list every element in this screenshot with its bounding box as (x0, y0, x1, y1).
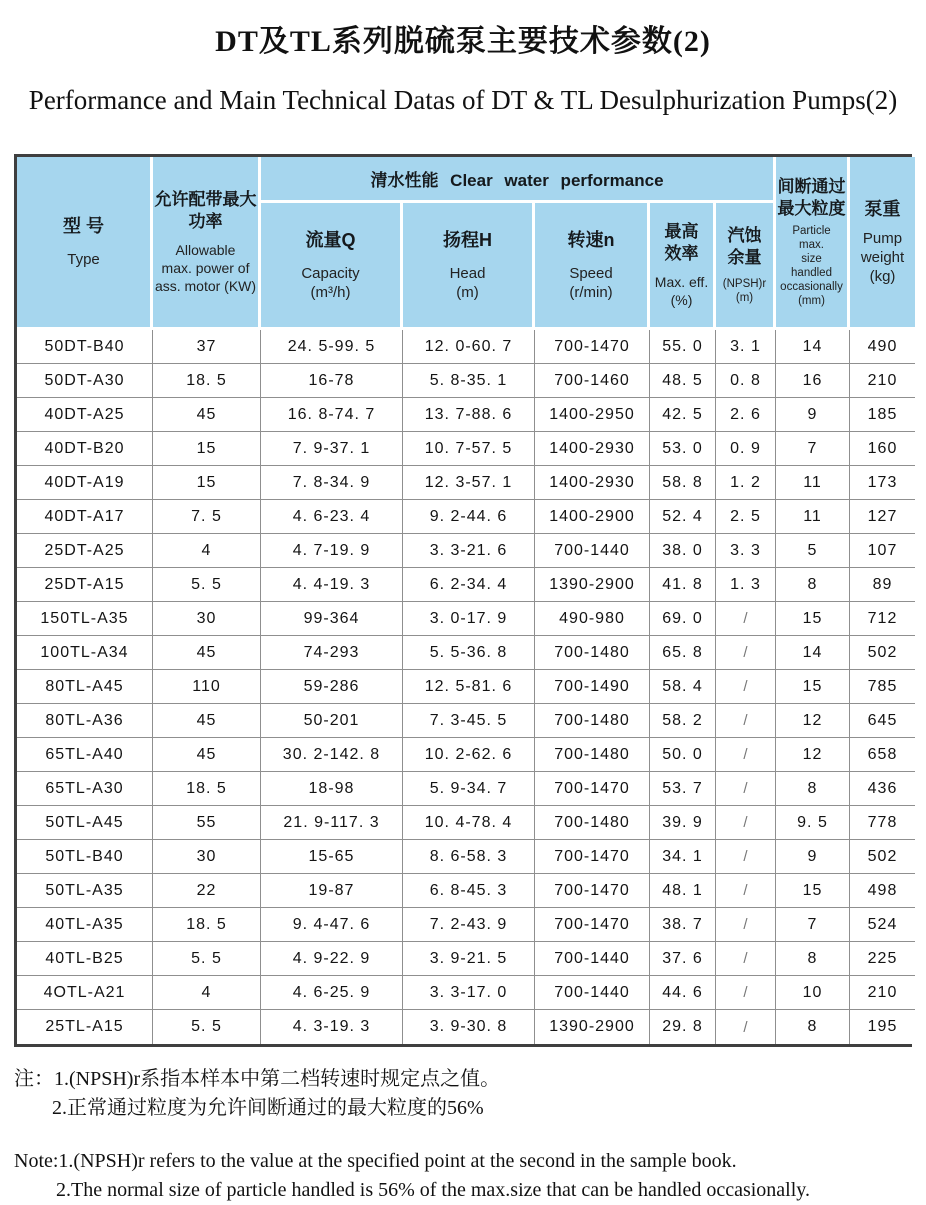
cell-head: 3. 9-21. 5 (403, 942, 535, 976)
cell-particle: 11 (776, 466, 850, 500)
cell-capacity: 15-65 (261, 840, 403, 874)
cell-capacity: 50-201 (261, 704, 403, 738)
cell-power: 7. 5 (153, 500, 261, 534)
cell-max-eff: 50. 0 (650, 738, 716, 772)
header-label-zh: 允许配带最大 (154, 190, 257, 209)
header-label-en: Allowable (175, 242, 236, 258)
spacer (716, 269, 773, 277)
cell-particle: 10 (776, 976, 850, 1010)
cell-particle: 8 (776, 942, 850, 976)
cell-weight: 210 (850, 976, 915, 1010)
cell-weight: 185 (850, 398, 915, 432)
cell-npsh: 2. 5 (716, 500, 776, 534)
table-row (17, 670, 915, 704)
header-label-en: Speed (569, 264, 613, 282)
cell-capacity: 7. 8-34. 9 (261, 466, 403, 500)
cell-weight: 785 (850, 670, 915, 704)
cell-capacity: 4. 3-19. 3 (261, 1010, 403, 1044)
cell-particle: 14 (776, 330, 850, 364)
cell-max-eff: 38. 0 (650, 534, 716, 568)
cell-type: 40TL-B25 (17, 942, 153, 976)
cell-speed: 700-1480 (535, 738, 650, 772)
spacer (535, 252, 647, 264)
cell-capacity: 99-364 (261, 602, 403, 636)
spacer (650, 265, 713, 273)
cell-speed: 700-1480 (535, 636, 650, 670)
cell-particle: 12 (776, 704, 850, 738)
cell-power: 4 (153, 976, 261, 1010)
header-label-en: Particle (792, 225, 831, 237)
table-row (17, 364, 915, 398)
header-label-group: 清水性能 Clear water performance (370, 171, 664, 190)
spacer (153, 233, 258, 241)
cell-capacity: 4. 7-19. 9 (261, 534, 403, 568)
cell-particle: 7 (776, 432, 850, 466)
pump-spec-table-wrapper (14, 154, 912, 1047)
cell-max-eff: 55. 0 (650, 330, 716, 364)
cell-type: 80TL-A45 (17, 670, 153, 704)
cell-speed: 700-1480 (535, 806, 650, 840)
cell-capacity: 24. 5-99. 5 (261, 330, 403, 364)
header-label-en: (NPSH)r (722, 278, 767, 290)
cell-weight: 127 (850, 500, 915, 534)
header-label-zh: 效率 (664, 244, 699, 263)
cell-max-eff: 58. 4 (650, 670, 716, 704)
cell-type: 50DT-A30 (17, 364, 153, 398)
header-label-en: max. (799, 239, 824, 251)
cell-capacity: 16. 8-74. 7 (261, 398, 403, 432)
header-label-en: handled (791, 267, 832, 279)
cell-speed: 700-1440 (535, 942, 650, 976)
cell-particle: 9. 5 (776, 806, 850, 840)
page-title-zh: DT及TL系列脱硫泵主要技术参数(2) (215, 25, 711, 58)
cell-power: 22 (153, 874, 261, 908)
cell-type: 65TL-A40 (17, 738, 153, 772)
cell-head: 3. 3-21. 6 (403, 534, 535, 568)
cell-npsh: 1. 2 (716, 466, 776, 500)
table-row (17, 466, 915, 500)
cell-speed: 700-1490 (535, 670, 650, 704)
cell-head: 5. 8-35. 1 (403, 364, 535, 398)
cell-particle: 16 (776, 364, 850, 398)
cell-capacity: 74-293 (261, 636, 403, 670)
col-header-power (153, 157, 261, 330)
header-label-en: Type (67, 251, 100, 268)
cell-speed: 700-1480 (535, 704, 650, 738)
header-label-en: (m) (735, 292, 754, 304)
cell-power: 5. 5 (153, 1010, 261, 1044)
cell-weight: 490 (850, 330, 915, 364)
table-header (17, 157, 915, 330)
header-label-zh: 转速n (567, 229, 615, 250)
table-row (17, 874, 915, 908)
cell-npsh: / (716, 738, 776, 772)
cell-type: 25TL-A15 (17, 1010, 153, 1044)
cell-power: 5. 5 (153, 942, 261, 976)
cell-capacity: 4. 6-25. 9 (261, 976, 403, 1010)
table-body (17, 330, 915, 1044)
header-label-zh: 汽蚀 (727, 226, 762, 245)
cell-power: 5. 5 (153, 568, 261, 602)
pump-spec-table (17, 157, 915, 1044)
cell-weight: 498 (850, 874, 915, 908)
cell-max-eff: 48. 1 (650, 874, 716, 908)
cell-particle: 15 (776, 602, 850, 636)
col-header-clear-water-performance (261, 157, 776, 203)
header-label-en: (kg) (869, 268, 896, 285)
header-label-zh: 功率 (188, 212, 223, 231)
table-row (17, 432, 915, 466)
cell-npsh: 1. 3 (716, 568, 776, 602)
header-label-zh: 型 号 (62, 216, 104, 236)
cell-power: 45 (153, 704, 261, 738)
cell-type: 50DT-B40 (17, 330, 153, 364)
cell-particle: 5 (776, 534, 850, 568)
cell-speed: 490-980 (535, 602, 650, 636)
cell-capacity: 9. 4-47. 6 (261, 908, 403, 942)
cell-max-eff: 38. 7 (650, 908, 716, 942)
cell-type: 80TL-A36 (17, 704, 153, 738)
cell-weight: 645 (850, 704, 915, 738)
header-label-zh: 最高 (664, 222, 699, 241)
cell-head: 5. 5-36. 8 (403, 636, 535, 670)
header-label-zh: 最大粒度 (777, 199, 846, 218)
cell-power: 37 (153, 330, 261, 364)
cell-particle: 15 (776, 670, 850, 704)
cell-max-eff: 41. 8 (650, 568, 716, 602)
cell-weight: 658 (850, 738, 915, 772)
cell-power: 30 (153, 602, 261, 636)
cell-particle: 8 (776, 568, 850, 602)
cell-max-eff: 53. 7 (650, 772, 716, 806)
cell-particle: 7 (776, 908, 850, 942)
table-row (17, 908, 915, 942)
cell-capacity: 59-286 (261, 670, 403, 704)
cell-npsh: / (716, 874, 776, 908)
cell-speed: 700-1470 (535, 908, 650, 942)
cell-type: 50TL-B40 (17, 840, 153, 874)
page (0, 16, 926, 1205)
page-title-en: Performance and Main Technical Datas of DT & TL Desulphurization Pumps(2) (28, 85, 898, 115)
cell-head: 7. 3-45. 5 (403, 704, 535, 738)
cell-speed: 1400-2900 (535, 500, 650, 534)
header-label-en: ass. motor (KW) (154, 278, 257, 294)
header-label-zh: 流量Q (305, 229, 356, 250)
cell-max-eff: 44. 6 (650, 976, 716, 1010)
notes-en-block (14, 1147, 926, 1205)
cell-npsh: 3. 3 (716, 534, 776, 568)
cell-capacity: 4. 4-19. 3 (261, 568, 403, 602)
cell-head: 10. 7-57. 5 (403, 432, 535, 466)
cell-speed: 700-1440 (535, 976, 650, 1010)
cell-head: 5. 9-34. 7 (403, 772, 535, 806)
cell-capacity: 19-87 (261, 874, 403, 908)
cell-head: 3. 0-17. 9 (403, 602, 535, 636)
cell-weight: 210 (850, 364, 915, 398)
cell-head: 10. 4-78. 4 (403, 806, 535, 840)
cell-power: 18. 5 (153, 364, 261, 398)
cell-head: 3. 9-30. 8 (403, 1010, 535, 1044)
cell-speed: 1400-2930 (535, 432, 650, 466)
header-label-en: Max. eff. (654, 274, 709, 290)
table-row (17, 1010, 915, 1044)
table-row (17, 568, 915, 602)
cell-max-eff: 58. 2 (650, 704, 716, 738)
cell-type: 65TL-A30 (17, 772, 153, 806)
cell-type: 40DT-B20 (17, 432, 153, 466)
header-label-en: (%) (670, 292, 693, 308)
cell-particle: 15 (776, 874, 850, 908)
cell-particle: 9 (776, 398, 850, 432)
cell-capacity: 7. 9-37. 1 (261, 432, 403, 466)
cell-head: 8. 6-58. 3 (403, 840, 535, 874)
cell-head: 7. 2-43. 9 (403, 908, 535, 942)
cell-npsh: / (716, 1010, 776, 1044)
cell-max-eff: 69. 0 (650, 602, 716, 636)
spacer (17, 238, 150, 250)
cell-speed: 1400-2950 (535, 398, 650, 432)
cell-npsh: / (716, 602, 776, 636)
cell-speed: 700-1440 (535, 534, 650, 568)
cell-particle: 9 (776, 840, 850, 874)
cell-speed: 700-1470 (535, 330, 650, 364)
table-row (17, 534, 915, 568)
spacer (850, 221, 915, 229)
table-row (17, 772, 915, 806)
header-label-en: (r/min) (569, 283, 613, 301)
header-label-en: max. power of (161, 260, 250, 276)
cell-npsh: / (716, 840, 776, 874)
table-row (17, 738, 915, 772)
cell-particle: 8 (776, 1010, 850, 1044)
cell-capacity: 30. 2-142. 8 (261, 738, 403, 772)
header-label-en: (m³/h) (310, 283, 351, 301)
cell-power: 110 (153, 670, 261, 704)
cell-head: 6. 2-34. 4 (403, 568, 535, 602)
table-row (17, 942, 915, 976)
header-label-zh: 余量 (727, 248, 762, 267)
cell-head: 9. 2-44. 6 (403, 500, 535, 534)
cell-npsh: / (716, 908, 776, 942)
cell-npsh: / (716, 942, 776, 976)
cell-npsh: 3. 1 (716, 330, 776, 364)
notes (14, 1065, 926, 1205)
cell-head: 6. 8-45. 3 (403, 874, 535, 908)
cell-power: 4 (153, 534, 261, 568)
note-en-2: 2.The normal size of particle handled is 56% of the max.size that can be handled occasionally. (56, 1179, 810, 1201)
note-zh-1: 注：1.(NPSH)r系指本样本中第二档转速时规定点之值。 (14, 1068, 501, 1090)
cell-capacity: 16-78 (261, 364, 403, 398)
header-label-en: (mm) (798, 295, 825, 307)
cell-speed: 1400-2930 (535, 466, 650, 500)
cell-weight: 502 (850, 636, 915, 670)
col-header-particle-size (776, 157, 850, 330)
cell-npsh: / (716, 704, 776, 738)
cell-capacity: 4. 9-22. 9 (261, 942, 403, 976)
cell-weight: 502 (850, 840, 915, 874)
cell-speed: 1390-2900 (535, 568, 650, 602)
cell-type: 50TL-A35 (17, 874, 153, 908)
cell-type: 40TL-A35 (17, 908, 153, 942)
cell-speed: 700-1470 (535, 874, 650, 908)
cell-type: 25DT-A25 (17, 534, 153, 568)
cell-weight: 89 (850, 568, 915, 602)
header-label-en: (m) (456, 283, 479, 301)
note-zh-2: 2.正常通过粒度为允许间断通过的最大粒度的56% (52, 1097, 484, 1119)
cell-type: 25DT-A15 (17, 568, 153, 602)
cell-type: 40DT-A19 (17, 466, 153, 500)
cell-weight: 225 (850, 942, 915, 976)
cell-max-eff: 52. 4 (650, 500, 716, 534)
cell-speed: 700-1460 (535, 364, 650, 398)
cell-speed: 1390-2900 (535, 1010, 650, 1044)
cell-max-eff: 42. 5 (650, 398, 716, 432)
cell-npsh: / (716, 976, 776, 1010)
cell-type: 150TL-A35 (17, 602, 153, 636)
col-header-npsh (716, 203, 776, 330)
cell-max-eff: 29. 8 (650, 1010, 716, 1044)
table-row (17, 806, 915, 840)
table-row (17, 976, 915, 1010)
col-header-head (403, 203, 535, 330)
cell-max-eff: 37. 6 (650, 942, 716, 976)
cell-weight: 107 (850, 534, 915, 568)
cell-npsh: 0. 8 (716, 364, 776, 398)
header-label-en: weight (860, 249, 905, 266)
cell-power: 15 (153, 466, 261, 500)
cell-particle: 12 (776, 738, 850, 772)
spacer (403, 252, 532, 264)
cell-type: 50TL-A45 (17, 806, 153, 840)
cell-capacity: 18-98 (261, 772, 403, 806)
table-row (17, 398, 915, 432)
cell-capacity: 4. 6-23. 4 (261, 500, 403, 534)
spacer (261, 252, 400, 264)
cell-head: 10. 2-62. 6 (403, 738, 535, 772)
cell-npsh: 0. 9 (716, 432, 776, 466)
cell-power: 18. 5 (153, 772, 261, 806)
cell-weight: 712 (850, 602, 915, 636)
header-label-zh: 扬程H (443, 229, 492, 250)
cell-type: 100TL-A34 (17, 636, 153, 670)
cell-power: 45 (153, 738, 261, 772)
cell-power: 45 (153, 636, 261, 670)
header-label-zh: 间断通过 (777, 177, 846, 196)
header-label-en: Pump (862, 230, 903, 247)
table-row (17, 500, 915, 534)
cell-weight: 778 (850, 806, 915, 840)
cell-head: 3. 3-17. 0 (403, 976, 535, 1010)
cell-head: 12. 3-57. 1 (403, 466, 535, 500)
cell-particle: 14 (776, 636, 850, 670)
table-row (17, 602, 915, 636)
cell-npsh: / (716, 772, 776, 806)
cell-particle: 8 (776, 772, 850, 806)
cell-head: 12. 5-81. 6 (403, 670, 535, 704)
cell-type: 40DT-A25 (17, 398, 153, 432)
cell-type: 4OTL-A21 (17, 976, 153, 1010)
cell-max-eff: 48. 5 (650, 364, 716, 398)
table-row (17, 636, 915, 670)
header-label-en: Capacity (301, 264, 360, 282)
cell-power: 18. 5 (153, 908, 261, 942)
cell-head: 13. 7-88. 6 (403, 398, 535, 432)
header-label-en: size (801, 253, 822, 265)
cell-head: 12. 0-60. 7 (403, 330, 535, 364)
cell-weight: 195 (850, 1010, 915, 1044)
col-header-pump-weight (850, 157, 915, 330)
cell-max-eff: 39. 9 (650, 806, 716, 840)
cell-type: 40DT-A17 (17, 500, 153, 534)
cell-weight: 173 (850, 466, 915, 500)
note-en-1: Note:1.(NPSH)r refers to the value at the specified point at the second in the sample book. (14, 1150, 737, 1172)
table-row (17, 704, 915, 738)
cell-power: 15 (153, 432, 261, 466)
col-header-max-eff (650, 203, 716, 330)
table-row (17, 840, 915, 874)
col-header-speed (535, 203, 650, 330)
cell-npsh: / (716, 806, 776, 840)
cell-speed: 700-1470 (535, 840, 650, 874)
cell-particle: 11 (776, 500, 850, 534)
cell-power: 55 (153, 806, 261, 840)
cell-power: 30 (153, 840, 261, 874)
cell-weight: 436 (850, 772, 915, 806)
cell-max-eff: 65. 8 (650, 636, 716, 670)
header-label-zh: 泵重 (864, 199, 901, 219)
cell-power: 45 (153, 398, 261, 432)
col-header-type (17, 157, 153, 330)
header-label-en: Head (449, 264, 486, 282)
col-header-capacity (261, 203, 403, 330)
cell-max-eff: 34. 1 (650, 840, 716, 874)
cell-npsh: 2. 6 (716, 398, 776, 432)
cell-weight: 524 (850, 908, 915, 942)
header-row-group (17, 157, 915, 203)
header-label-en: occasionally (780, 281, 843, 293)
table-row (17, 330, 915, 364)
cell-speed: 700-1470 (535, 772, 650, 806)
cell-capacity: 21. 9-117. 3 (261, 806, 403, 840)
cell-max-eff: 53. 0 (650, 432, 716, 466)
cell-max-eff: 58. 8 (650, 466, 716, 500)
cell-npsh: / (716, 636, 776, 670)
cell-npsh: / (716, 670, 776, 704)
cell-weight: 160 (850, 432, 915, 466)
